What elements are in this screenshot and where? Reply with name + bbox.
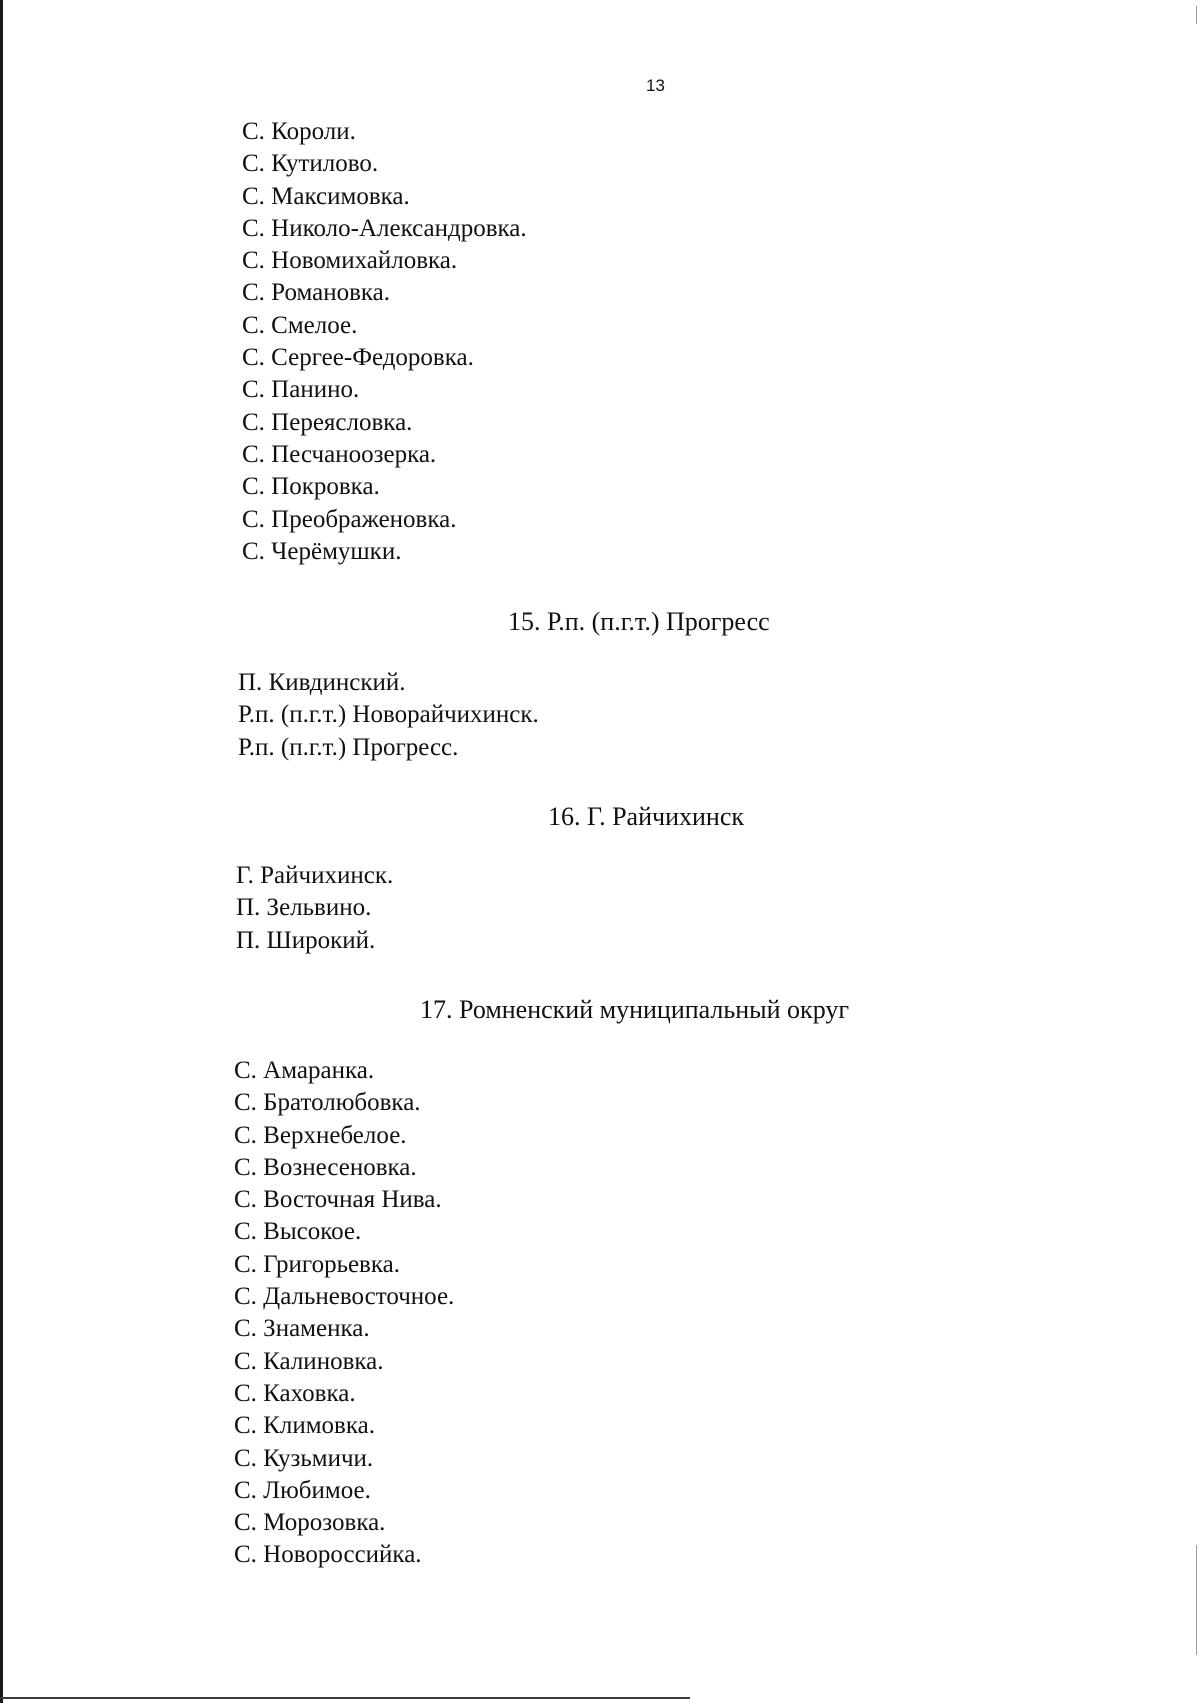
list-item: С. Максимовка.: [242, 182, 410, 210]
settlement-list-14: [242, 116, 527, 568]
list-item: Р.п. (п.г.т.) Новорайчихинск.: [238, 701, 539, 729]
settlement-list-17: [234, 1055, 454, 1572]
list-item: С. Кутилово.: [242, 150, 379, 178]
list-item: С. Восточная Нива.: [234, 1186, 442, 1214]
list-item: С. Новороссийка.: [234, 1541, 422, 1569]
section-heading-15: 15. Р.п. (п.г.т.) Прогресс: [508, 607, 770, 636]
list-item: П. Зельвино.: [236, 894, 372, 922]
scan-left-edge: [0, 0, 3, 1703]
page-number: 13: [646, 76, 665, 95]
scan-bottom-edge: [0, 1697, 690, 1699]
scan-right-mark: [1196, 6, 1197, 24]
list-item: С. Климовка.: [234, 1412, 375, 1440]
list-item: Р.п. (п.г.т.) Прогресс.: [238, 733, 459, 761]
list-item: С. Сергее-Федоровка.: [242, 344, 474, 372]
list-item: С. Любимое.: [234, 1476, 371, 1504]
list-item: С. Григорьевка.: [234, 1250, 400, 1278]
list-item: С. Дальневосточное.: [234, 1283, 455, 1311]
list-item: П. Широкий.: [236, 926, 376, 954]
section-heading-16: 16. Г. Райчихинск: [548, 802, 745, 831]
list-item: С. Преображеновка.: [242, 505, 457, 533]
list-item: С. Переясловка.: [242, 408, 413, 436]
section-heading-17: 17. Ромненский муниципальный округ: [420, 995, 850, 1024]
list-item: С. Верхнебелое.: [234, 1121, 407, 1149]
list-item: С. Калиновка.: [234, 1347, 384, 1375]
list-item: С. Романовка.: [242, 279, 391, 307]
list-item: С. Амаранка.: [234, 1057, 375, 1084]
list-item: С. Черёмушки.: [242, 537, 402, 565]
list-item: С. Высокое.: [234, 1218, 362, 1246]
scan-right-mark: [1196, 1545, 1197, 1655]
list-item: Г. Райчихинск.: [236, 862, 394, 889]
list-item: С. Покровка.: [242, 473, 380, 501]
list-item: С. Смелое.: [242, 311, 358, 339]
list-item: С. Панино.: [242, 376, 360, 404]
list-item: С. Каховка.: [234, 1379, 356, 1407]
list-item: С. Знаменка.: [234, 1315, 370, 1343]
settlement-list-15: [238, 667, 539, 764]
list-item: С. Николо-Александровка.: [242, 214, 527, 242]
settlement-list-16: [236, 860, 393, 957]
list-item: С. Новомихайловка.: [242, 247, 458, 275]
list-item: С. Песчаноозерка.: [242, 440, 437, 468]
list-item: С. Кузьмичи.: [234, 1444, 374, 1472]
list-item: С. Морозовка.: [234, 1509, 386, 1537]
list-item: С. Вознесеновка.: [234, 1153, 417, 1181]
list-item: С. Братолюбовка.: [234, 1089, 421, 1117]
list-item: П. Кивдинский.: [238, 669, 406, 696]
list-item: С. Короли.: [242, 118, 356, 145]
